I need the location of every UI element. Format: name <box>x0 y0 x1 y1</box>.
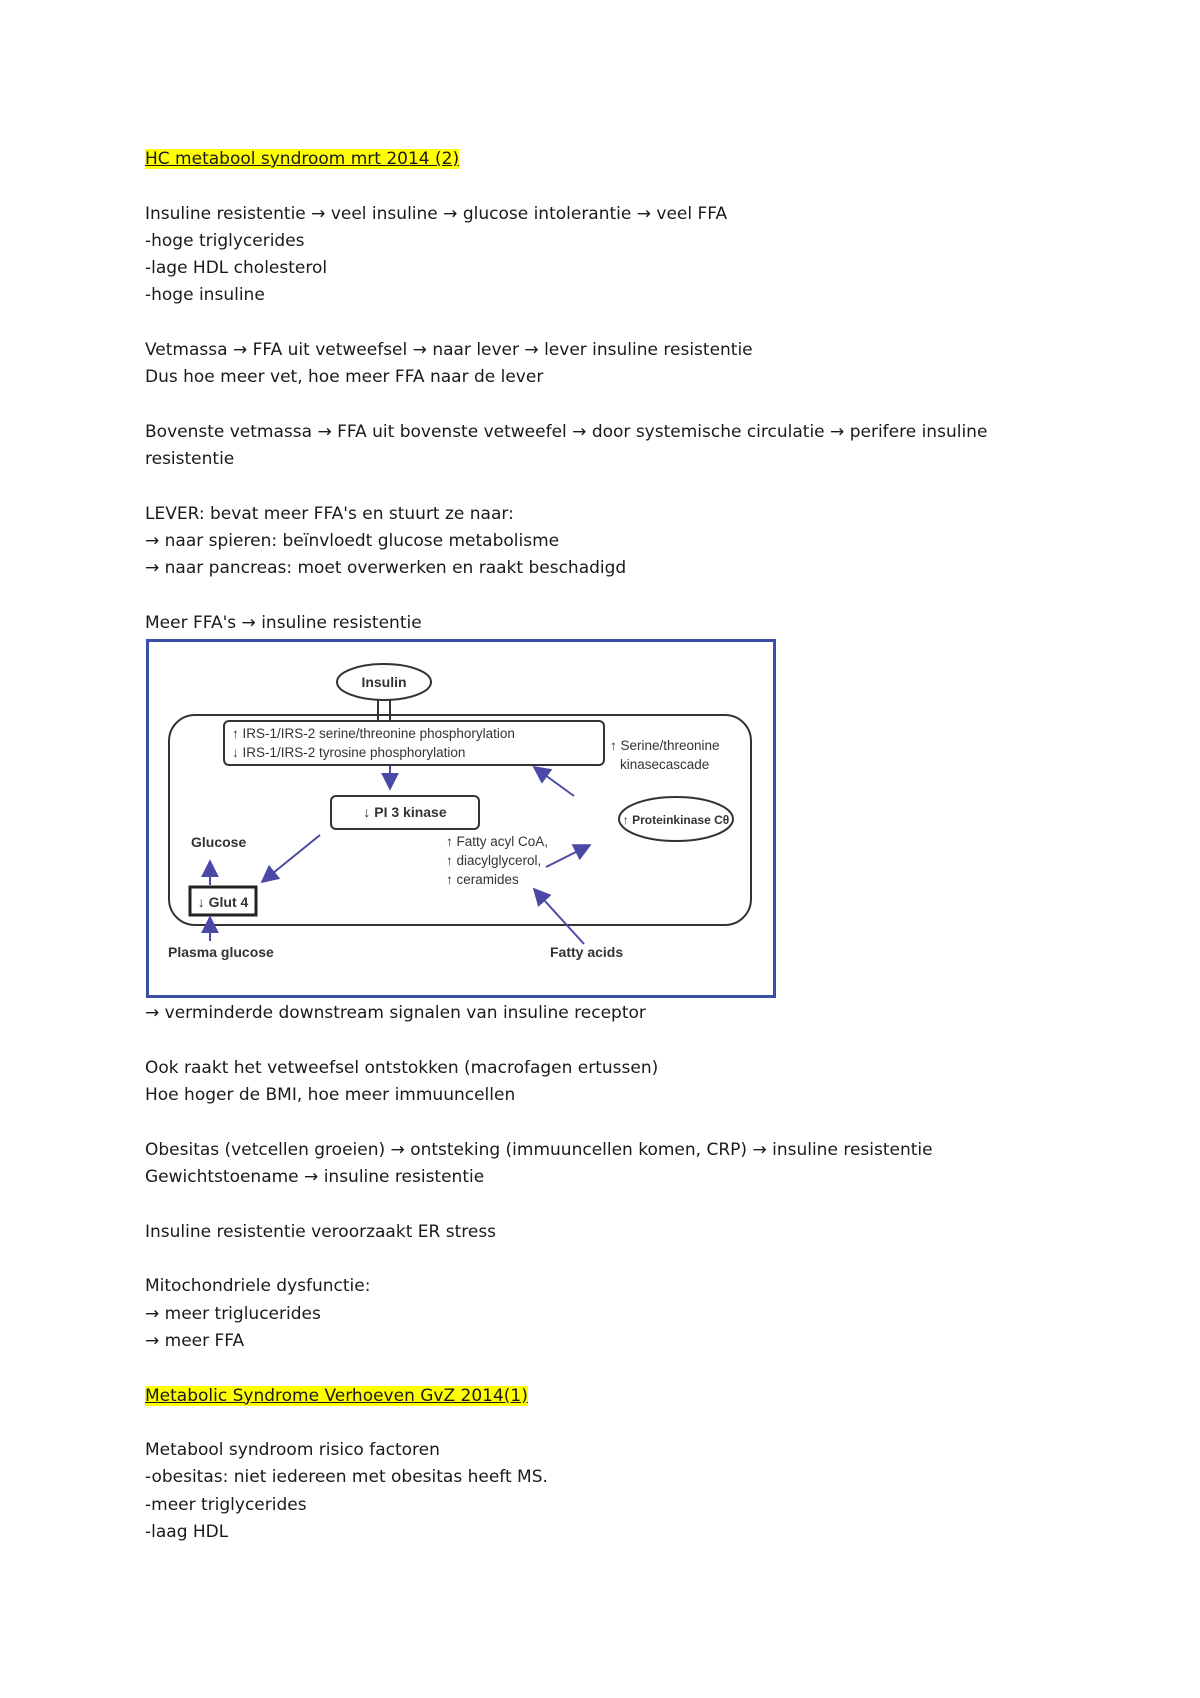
text: Bovenste vetmassa <box>145 421 313 442</box>
list-item <box>145 528 1075 555</box>
text: FFA uit vetweefsel <box>252 340 408 361</box>
insulin-label: Insulin <box>361 674 407 691</box>
plasma-glucose-label: Plasma glucose <box>168 944 274 961</box>
text: FFA uit bovenste vetweefel <box>337 421 567 442</box>
paragraph-line <box>145 201 1075 228</box>
list-item: -hoge insuline <box>145 285 265 306</box>
arrow-icon: → <box>241 613 256 634</box>
arrow-icon: → <box>232 340 248 361</box>
text: meer FFA <box>164 1330 245 1351</box>
serine-label-2: kinasecascade <box>620 757 710 773</box>
paragraph-line: Mitochondriele dysfunctie: <box>145 1276 371 1297</box>
list-item <box>145 1301 1075 1328</box>
irs-label-2: ↓ IRS-1/IRS-2 tyrosine phosphorylation <box>232 745 466 761</box>
text: ontsteking (immuuncellen komen, CRP) <box>410 1139 748 1160</box>
paragraph-line <box>145 1137 1075 1164</box>
arrow-icon: → <box>145 558 160 579</box>
arrow-icon: → <box>145 1330 160 1351</box>
text: verminderde downstream signalen van insuline receptor <box>164 1003 646 1024</box>
document-page <box>145 146 1075 1546</box>
text: naar pancreas: moet overwerken en raakt beschadigd <box>164 558 627 579</box>
paragraph-line: LEVER: bevat meer FFA's en stuurt ze naar: <box>145 503 514 524</box>
paragraph-line: Metabool syndroom risico factoren <box>145 1440 440 1461</box>
serine-label-1: ↑ Serine/threonine <box>610 738 720 754</box>
arrow-icon: → <box>390 1139 405 1160</box>
diacylglycerol-label: ↑ diacylglycerol, <box>446 853 542 869</box>
section-heading <box>145 146 1075 173</box>
ceramides-label: ↑ ceramides <box>446 872 519 888</box>
text: meer triglucerides <box>164 1303 321 1324</box>
insulin-signaling-figure <box>146 639 776 998</box>
highlighted-heading: Metabolic Syndrome Verhoeven GvZ 2014(1) <box>145 1385 528 1406</box>
text: door systemische circulatie <box>591 421 825 442</box>
text: naar lever <box>432 340 520 361</box>
text: perifere insuline resistentie <box>145 421 988 470</box>
arrow-icon: → <box>145 531 160 552</box>
text: naar spieren: beïnvloedt glucose metabolisme <box>164 531 560 552</box>
arrow-icon: → <box>524 340 539 361</box>
arrow-icon: → <box>636 203 651 224</box>
list-item: -laag HDL <box>145 1521 229 1542</box>
highlighted-heading: HC metabool syndroom mrt 2014 (2) <box>145 149 460 169</box>
paragraph-line <box>145 419 1075 474</box>
arrow-icon: → <box>145 1003 160 1024</box>
text: lever insuline resistentie <box>544 340 753 361</box>
arrow-icon: → <box>572 421 587 442</box>
paragraph-line <box>145 610 1075 637</box>
text: Vetmassa <box>145 340 228 361</box>
text: glucose intolerantie <box>462 203 632 224</box>
irs-label-1: ↑ IRS-1/IRS-2 serine/threonine phosphorylation <box>232 726 515 742</box>
list-item: -hoge triglycerides <box>145 230 305 251</box>
arrow-icon: → <box>311 203 326 224</box>
list-item <box>145 1328 1075 1355</box>
text: veel FFA <box>656 203 728 224</box>
fatty-acyl-label: ↑ Fatty acyl CoA, <box>446 834 549 850</box>
glucose-label: Glucose <box>191 834 247 851</box>
list-item <box>145 555 1075 582</box>
arrow-icon: → <box>752 1139 767 1160</box>
paragraph-line <box>145 337 1075 364</box>
list-item: -lage HDL cholesterol <box>145 258 328 279</box>
paragraph-line: Insuline resistentie veroorzaakt ER stress <box>145 1221 497 1242</box>
text: insuline resistentie <box>323 1167 485 1188</box>
glut4-label: ↓ Glut 4 <box>197 894 249 911</box>
pi3k-label: ↓ PI 3 kinase <box>363 804 447 821</box>
paragraph-line: Dus hoe meer vet, hoe meer FFA naar de lever <box>145 367 544 388</box>
arrow-icon: → <box>443 203 458 224</box>
insulin-signaling-diagram <box>146 639 776 998</box>
paragraph-line: Hoe hoger de BMI, hoe meer immuuncellen <box>145 1085 516 1106</box>
paragraph-line <box>145 1164 1075 1191</box>
arrow-icon: → <box>145 1303 160 1324</box>
text: veel insuline <box>330 203 438 224</box>
list-item: -obesitas: niet iedereen met obesitas heeft MS. <box>145 1467 548 1488</box>
arrow-icon: → <box>412 340 427 361</box>
paragraph-line: Ook raakt het vetweefsel ontstokken (macrofagen ertussen) <box>145 1057 659 1078</box>
arrow-icon: → <box>317 421 332 442</box>
text: insuline resistentie <box>772 1139 933 1160</box>
text: insuline resistentie <box>261 613 422 634</box>
fatty-acids-label: Fatty acids <box>550 944 624 961</box>
pkc-label: ↑ Proteinkinase Cθ <box>622 813 730 828</box>
text: Meer FFA's <box>145 613 237 634</box>
list-item: -meer triglycerides <box>145 1494 307 1515</box>
arrow-icon: → <box>304 1167 319 1188</box>
text: Gewichtstoename <box>145 1167 299 1188</box>
text: Obesitas (vetcellen groeien) <box>145 1139 386 1160</box>
list-item <box>145 1000 1075 1027</box>
arrow-icon: → <box>830 421 845 442</box>
text: Insuline resistentie <box>145 203 306 224</box>
section-heading <box>145 1383 1075 1410</box>
